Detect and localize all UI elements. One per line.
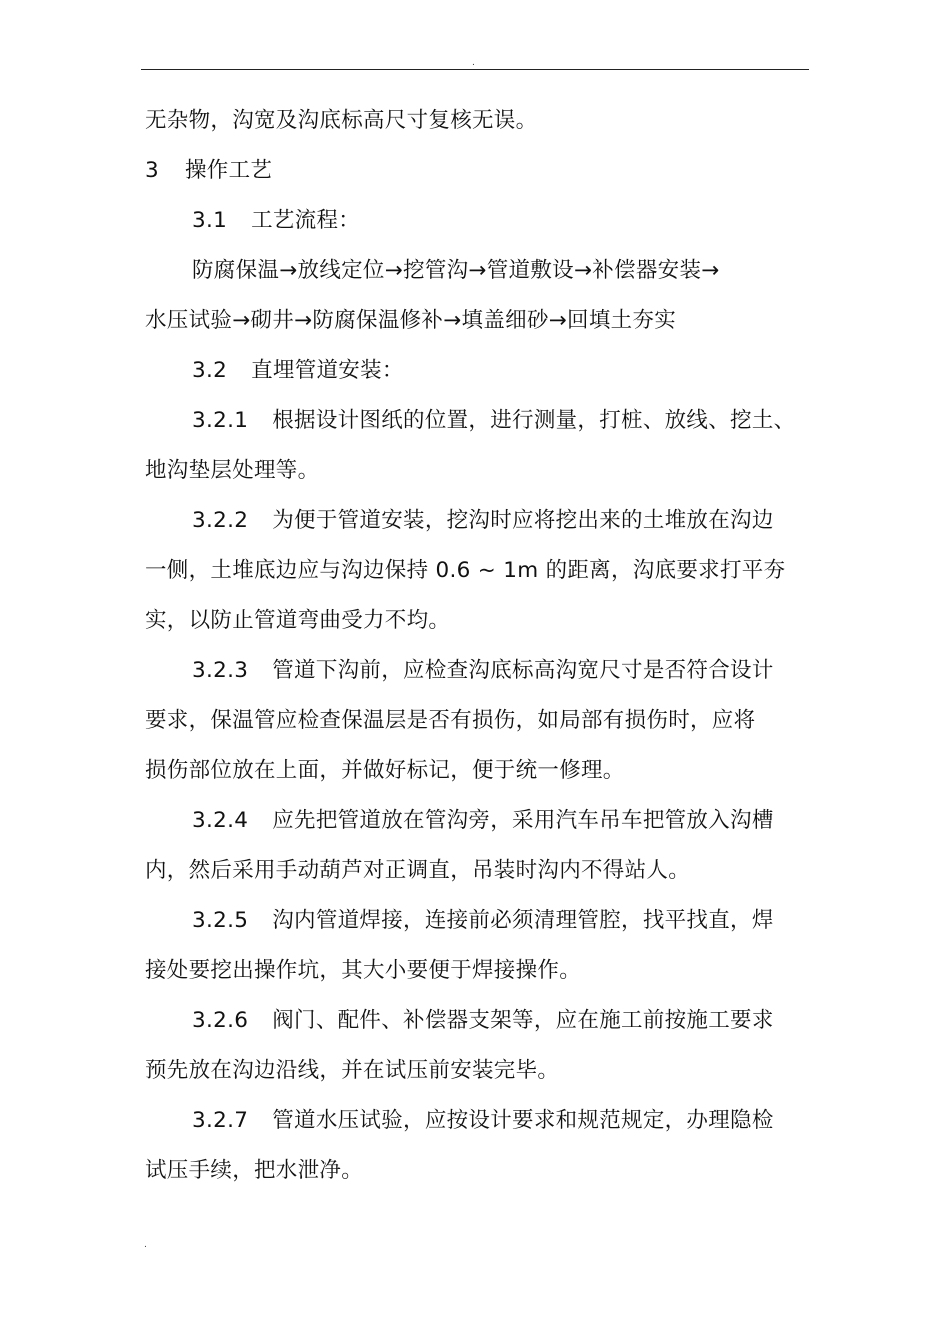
subsection-title: 工艺流程： <box>251 208 361 233</box>
line-text: 根据设计图纸的位置，进行测量，打桩、放线、挖土、 <box>272 408 796 433</box>
text-line <box>145 696 817 746</box>
subsection-number: 3.1 <box>192 208 228 233</box>
line-text: 实，以防止管道弯曲受力不均。 <box>145 608 451 633</box>
clause-line <box>145 1096 817 1146</box>
text-line <box>145 1046 817 1096</box>
text-line <box>145 946 817 996</box>
line-text: 为便于管道安装，挖沟时应将挖出来的土堆放在沟边 <box>272 508 774 533</box>
text-line <box>145 1146 817 1196</box>
clause-line <box>145 896 817 946</box>
text-line <box>145 246 817 296</box>
section-number: 3 <box>145 158 159 183</box>
line-text: 试压手续，把水泄净。 <box>145 1158 364 1183</box>
clause-line <box>145 796 817 846</box>
clause-line <box>145 396 817 446</box>
subsection-title: 直埋管道安装： <box>251 358 404 383</box>
section-title: 操作工艺 <box>184 158 273 183</box>
line-text: 防腐保温→放线定位→挖管沟→管道敷设→补偿器安装→ <box>192 258 720 283</box>
subsection-heading <box>145 196 817 246</box>
line-text: 管道水压试验，应按设计要求和规范规定，办理隐检 <box>272 1108 774 1133</box>
text-line <box>145 746 817 796</box>
line-text: 无杂物，沟宽及沟底标高尺寸复核无误。 <box>145 108 538 133</box>
line-text: 沟内管道焊接，连接前必须清理管腔，找平找直，焊 <box>272 908 774 933</box>
line-text: 预先放在沟边沿线，并在试压前安装完毕。 <box>145 1058 560 1083</box>
line-text: 内，然后采用手动葫芦对正调直，吊装时沟内不得站人。 <box>145 858 691 883</box>
line-text: 接处要挖出操作坑，其大小要便于焊接操作。 <box>145 958 582 983</box>
text-line <box>145 596 817 646</box>
clause-line <box>145 496 817 546</box>
clause-number: 3.2.4 <box>192 808 249 833</box>
clause-line <box>145 996 817 1046</box>
section-heading <box>145 146 817 196</box>
text-line <box>145 846 817 896</box>
text-line <box>145 96 817 146</box>
clause-number: 3.2.3 <box>192 658 249 683</box>
line-text: 要求，保温管应检查保温层是否有损伤，如局部有损伤时，应将 <box>145 708 756 733</box>
line-text: 管道下沟前，应检查沟底标高沟宽尺寸是否符合设计 <box>272 658 774 683</box>
text-line <box>145 296 817 346</box>
subsection-number: 3.2 <box>192 358 228 383</box>
clause-number: 3.2.7 <box>192 1108 249 1133</box>
text-line <box>145 546 817 596</box>
clause-number: 3.2.6 <box>192 1008 249 1033</box>
line-text: 水压试验→砌井→防腐保温修补→填盖细砂→回填土夯实 <box>145 308 677 333</box>
clause-number: 3.2.1 <box>192 408 249 433</box>
line-text: 应先把管道放在管沟旁，采用汽车吊车把管放入沟槽 <box>272 808 774 833</box>
document-body <box>145 96 817 1196</box>
text-line <box>145 446 817 496</box>
clause-number: 3.2.5 <box>192 908 249 933</box>
footer-mark: . <box>144 1240 147 1250</box>
clause-number: 3.2.2 <box>192 508 249 533</box>
line-text: 阀门、配件、补偿器支架等，应在施工前按施工要求 <box>272 1008 774 1033</box>
line-text: 地沟垫层处理等。 <box>145 458 320 483</box>
header-mark: . <box>472 58 475 68</box>
subsection-heading <box>145 346 817 396</box>
header-divider <box>141 69 809 70</box>
clause-line <box>145 646 817 696</box>
line-text: 一侧，土堆底边应与沟边保持 0.6 ~ 1m 的距离，沟底要求打平夯 <box>145 558 786 583</box>
line-text: 损伤部位放在上面，并做好标记，便于统一修理。 <box>145 758 625 783</box>
